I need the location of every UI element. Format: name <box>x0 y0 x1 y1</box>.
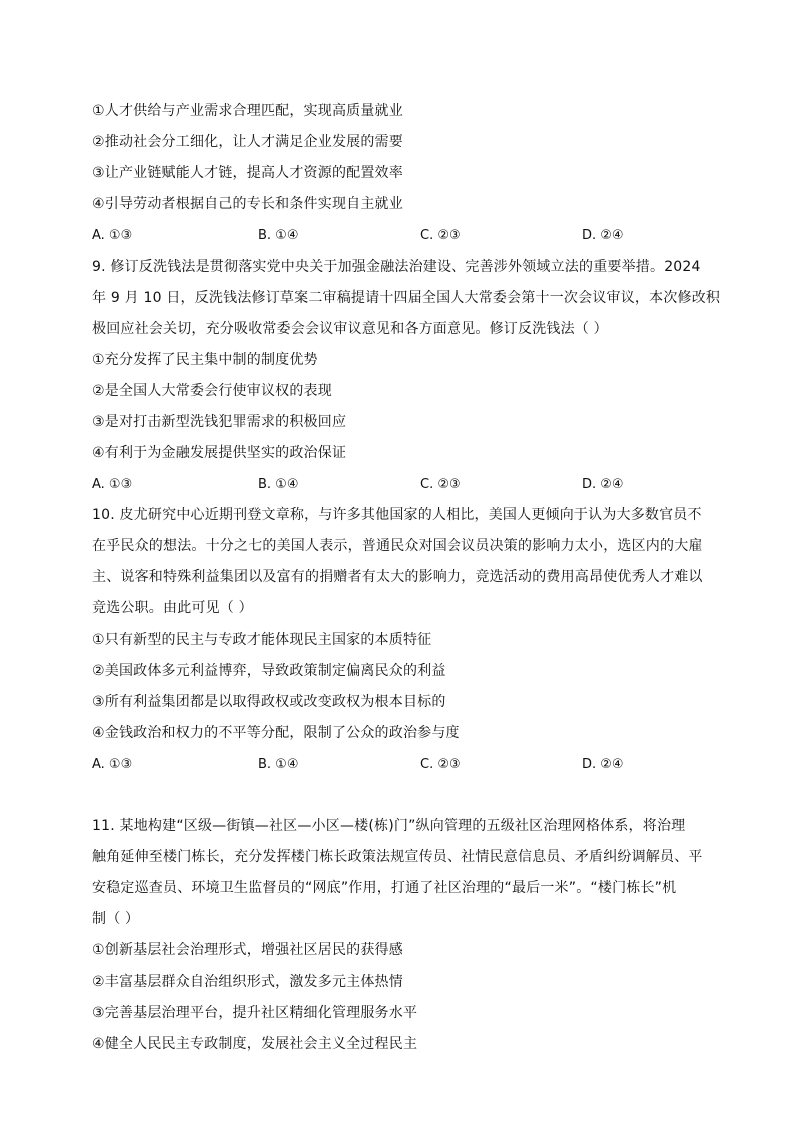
q10-stem-line-3: 主、说客和特殊利益集团以及富有的捐赠者有太大的影响力，竞选活动的费用高昂使优秀人才难以 <box>92 569 703 585</box>
q8-item-3: ③让产业链赋能人才链，提高人才资源的配置效率 <box>92 165 403 181</box>
q11-stem-line-2: 触角延伸至楼门栋长，充分发挥楼门栋长政策法规宣传员、社情民意信息员、矛盾纠纷调解员、平 <box>92 849 703 865</box>
q8-option-a: A. ①③ <box>92 228 133 243</box>
q9-item-2: ②是全国人大常委会行使审议权的表现 <box>92 383 332 399</box>
q9-option-c: C. ②③ <box>420 477 461 492</box>
q8-option-b: B. ①④ <box>258 228 299 243</box>
q11-item-2: ②丰富基层群众自治组织形式，激发多元主体热情 <box>92 974 403 990</box>
q11-item-1: ①创新基层社会治理形式，增强社区居民的获得感 <box>92 942 403 958</box>
q8-item-2: ②推动社会分工细化，让人才满足企业发展的需要 <box>92 134 403 150</box>
q10-option-a: A. ①③ <box>92 757 133 772</box>
q11-item-4: ④健全人民民主专政制度，发展社会主义全过程民主 <box>92 1036 418 1052</box>
q9-stem-line-2: 年 9 月 10 日，反洗钱法修订草案二审稿提请十四届全国人大常委会第十一次会议审议，本次修改积 <box>92 290 721 306</box>
q10-options <box>92 755 712 775</box>
q9-stem-line-1: 9. 修订反洗钱法是贯彻落实党中央关于加强金融法治建设、完善涉外领域立法的重要举措。2024 <box>92 259 701 275</box>
q8-item-4: ④引导劳动者根据自己的专长和条件实现自主就业 <box>92 196 403 212</box>
q8-options <box>92 226 712 246</box>
q8-option-d: D. ②④ <box>582 228 624 243</box>
q9-item-4: ④有利于为金融发展提供坚实的政治保证 <box>92 445 347 461</box>
q8-option-c: C. ②③ <box>420 228 461 243</box>
q9-item-3: ③是对打击新型洗钱犯罪需求的积极回应 <box>92 414 347 430</box>
q10-item-4: ④金钱政治和权力的不平等分配，限制了公众的政治参与度 <box>92 725 460 741</box>
q10-option-c: C. ②③ <box>420 757 461 772</box>
q9-option-d: D. ②④ <box>582 477 624 492</box>
q9-item-1: ①充分发挥了民主集中制的制度优势 <box>92 352 318 368</box>
q10-option-d: D. ②④ <box>582 757 624 772</box>
q11-item-3: ③完善基层治理平台，提升社区精细化管理服务水平 <box>92 1005 418 1021</box>
q10-item-1: ①只有新型的民主与专政才能体现民主国家的本质特征 <box>92 632 432 648</box>
q10-stem-line-1: 10. 皮尤研究中心近期刊登文章称，与许多其他国家的人相比，美国人更倾向于认为大多数官员不 <box>92 507 702 523</box>
q8-item-1: ①人才供给与产业需求合理匹配，实现高质量就业 <box>92 103 403 119</box>
q10-item-2: ②美国政体多元利益博弈，导致政策制定偏离民众的利益 <box>92 663 446 679</box>
q9-options <box>92 475 712 495</box>
q9-option-a: A. ①③ <box>92 477 133 492</box>
q9-option-b: B. ①④ <box>258 477 299 492</box>
q11-stem-line-1: 11. 某地构建“区级—街镇—社区—小区—楼(栋)门”纵向管理的五级社区治理网格体系，将治理 <box>92 818 686 834</box>
q10-item-3: ③所有利益集团都是以取得政权或改变政权为根本目标的 <box>92 694 446 710</box>
q9-stem-line-3: 极回应社会关切，充分吸收常委会会议审议意见和各方面意见。修订反洗钱法（ ） <box>92 321 608 337</box>
q10-stem-line-4: 竞选公职。由此可见（ ） <box>92 600 253 616</box>
q10-option-b: B. ①④ <box>258 757 299 772</box>
q11-stem-line-3: 安稳定巡查员、环境卫生监督员的“网底”作用，打通了社区治理的“最后一米”。“楼门栋长”机 <box>92 880 677 896</box>
q11-stem-line-4: 制（ ） <box>92 911 140 927</box>
q10-stem-line-2: 在乎民众的想法。十分之七的美国人表示，普通民众对国会议员决策的影响力太小，选区内的大雇 <box>92 538 703 554</box>
